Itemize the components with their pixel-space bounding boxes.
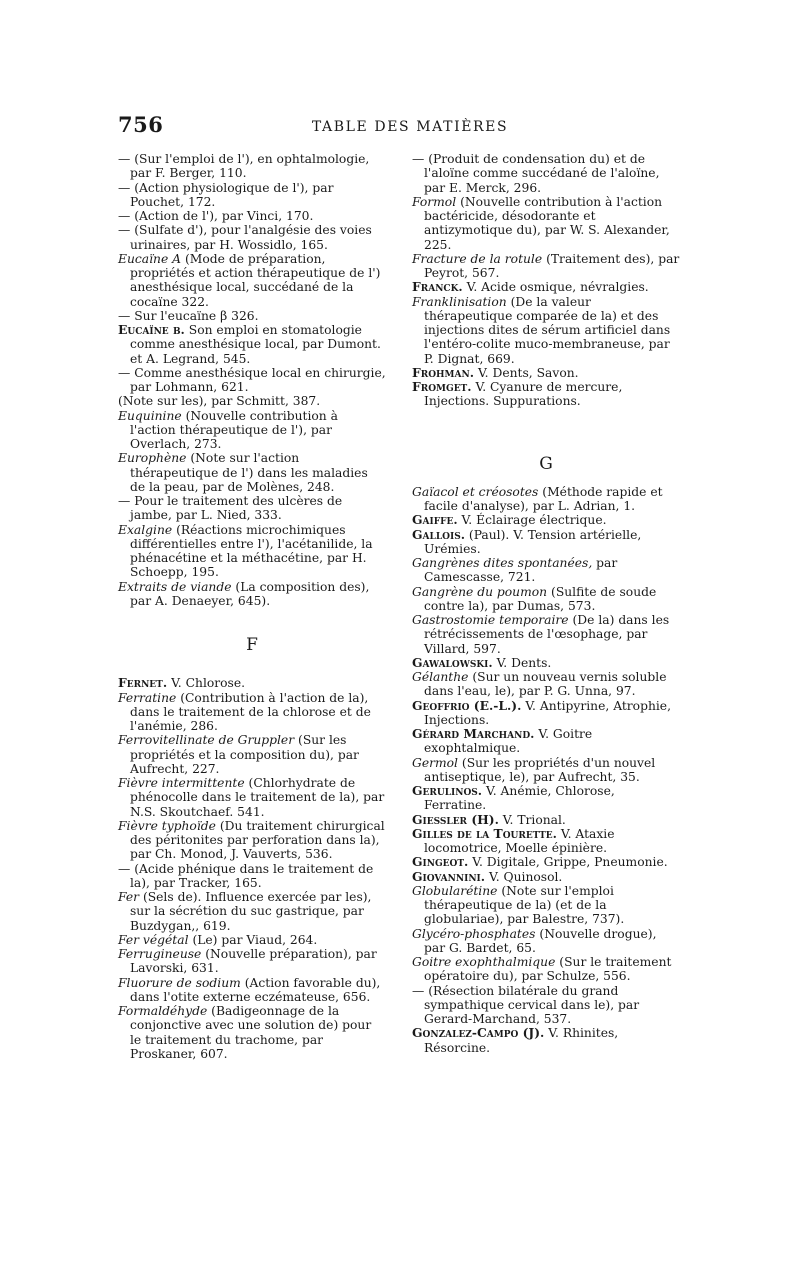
entry-heading: Gaiffe. bbox=[412, 512, 458, 528]
entry-text: (Sels de). Influence exercée par les), sur la sécrétion du suc gastrique, par Buzdygan,, 619. bbox=[130, 890, 372, 933]
index-entry bbox=[412, 884, 680, 927]
entry-text: V. Acide osmique, névralgies. bbox=[466, 280, 649, 295]
entry-text: (Réactions microchimiques différentielles entre l'), l'acétanilide, la phénacétine et la méthacétine, par H. Schoepp, 195. bbox=[130, 522, 373, 580]
index-entry bbox=[118, 676, 386, 690]
entry-heading: Fluorure de sodium bbox=[118, 975, 241, 990]
entry-text: V. Dents. bbox=[496, 655, 552, 670]
entry-heading: Giovannini. bbox=[412, 868, 486, 884]
index-entry bbox=[412, 699, 680, 728]
index-entry bbox=[412, 613, 680, 656]
index-entry bbox=[118, 976, 386, 1005]
entry-heading: Fer végétal bbox=[118, 932, 189, 947]
entry-text: (Note sur les), par Schmitt, 387. bbox=[118, 394, 321, 409]
entry-text: V. Trional. bbox=[502, 812, 566, 827]
entry-text: (Le) par Viaud, 264. bbox=[192, 932, 318, 947]
entry-text: Sur l'eucaïne β 326. bbox=[134, 308, 259, 323]
index-entry bbox=[118, 152, 386, 181]
index-entry bbox=[118, 223, 386, 252]
index-entry bbox=[412, 295, 680, 366]
index-entry bbox=[118, 733, 386, 776]
entry-heading: Gérard Marchand. bbox=[412, 726, 535, 741]
section-letter-g: G bbox=[539, 453, 553, 474]
entry-text: (De la) dans les rétrécissements de l'œsophage, par Villard, 597. bbox=[424, 613, 670, 656]
entry-heading: — bbox=[118, 152, 131, 166]
section-letter-f: F bbox=[246, 635, 258, 655]
entry-heading: Gawalowski. bbox=[412, 654, 493, 670]
entry-text: V. Anémie, Chlorose, Ferratine. bbox=[424, 784, 615, 813]
entry-text: V. Ataxie locomotrice, Moelle épinière. bbox=[424, 826, 615, 855]
index-entry bbox=[412, 585, 680, 614]
index-entry bbox=[412, 870, 680, 884]
entry-heading: Exalgine bbox=[118, 522, 173, 537]
entry-heading: — bbox=[118, 209, 131, 223]
entry-heading: Fièvre typhoïde bbox=[118, 818, 216, 833]
entry-text: (Paul). V. Tension artérielle, Urémies. bbox=[424, 527, 642, 556]
index-entry bbox=[412, 813, 680, 827]
right-column bbox=[412, 152, 680, 1055]
entry-text: (Chlorhydrate de phénocolle dans le traitement de la), par N.S. Skoutchaef. 541. bbox=[130, 776, 385, 819]
entry-text: (Nouvelle drogue), par G. Bardet, 65. bbox=[424, 926, 657, 955]
entry-heading: — bbox=[118, 180, 131, 195]
entry-heading: Fromget. bbox=[412, 379, 472, 394]
entry-text: V. Goitre exophtalmique. bbox=[424, 727, 593, 756]
entry-heading: Fer bbox=[118, 890, 140, 904]
index-entry bbox=[412, 195, 680, 252]
index-entry bbox=[118, 409, 386, 452]
index-entry bbox=[412, 784, 680, 813]
entry-heading: Giessler (H). bbox=[412, 811, 499, 827]
entry-heading: — bbox=[412, 983, 425, 998]
entry-text: V. Digitale, Grippe, Pneumonie. bbox=[472, 855, 668, 870]
entry-text: (Action physiologique de l'), par Pouchet, 172. bbox=[130, 180, 334, 209]
entry-list bbox=[118, 676, 386, 1061]
entry-heading: Europhène bbox=[118, 451, 187, 466]
entry-heading: Ferrovitellinate de Gruppler bbox=[118, 733, 295, 748]
entry-heading: Franklinisation bbox=[412, 294, 507, 309]
entry-text: (Action de l'), par Vinci, 170. bbox=[134, 209, 314, 223]
page-number: 756 bbox=[118, 112, 164, 137]
entry-heading: Gonzalez-Campo (J). bbox=[412, 1025, 545, 1041]
index-entry bbox=[118, 309, 386, 323]
entry-text: par Camescasse, 721. bbox=[424, 556, 618, 585]
entry-heading: Eucaïne A bbox=[118, 251, 182, 266]
entry-heading: — bbox=[118, 308, 131, 323]
entry-text: (Nouvelle contribution à l'action thérapeutique de l'), par Overlach, 273. bbox=[130, 408, 338, 451]
index-entry bbox=[118, 366, 386, 395]
entry-text: (Résection bilatérale du grand sympathique cervical dans le), par Gerard-Marchand, 537. bbox=[424, 983, 640, 1026]
index-entry bbox=[412, 656, 680, 670]
entry-text: (Badigeonnage de la conjonctive avec une solution de) pour le traitement du trachome, par Proskaner, 607. bbox=[130, 1004, 372, 1061]
entry-heading: Ferratine bbox=[118, 690, 177, 705]
entry-heading: Goitre exophthalmique bbox=[412, 955, 556, 969]
entry-heading: — bbox=[412, 152, 425, 166]
index-entry bbox=[118, 394, 386, 408]
entry-heading: — bbox=[118, 223, 131, 238]
entry-text: V. Antipyrine, Atrophie, Injections. bbox=[424, 698, 671, 727]
index-entry bbox=[118, 181, 386, 210]
index-entry bbox=[412, 366, 680, 380]
entry-heading: Fièvre intermittente bbox=[118, 776, 245, 790]
entry-heading: Extraits de viande bbox=[118, 579, 232, 594]
entry-heading: Geoffrio (E.-L.). bbox=[412, 697, 522, 713]
entry-text: (Nouvelle préparation), par Lavorski, 631. bbox=[130, 947, 377, 976]
entry-text: (Note sur l'emploi thérapeutique de la) (et de la globulariae), par Balestre, 737). bbox=[424, 883, 625, 927]
index-entry bbox=[118, 252, 386, 309]
entry-text: Pour le traitement des ulcères de jambe, par L. Nied, 333. bbox=[130, 494, 343, 523]
entry-text: (Du traitement chirurgical des péritonites par perforation dans la), par Ch. Monod, J. Vauverts, 536. bbox=[130, 818, 385, 862]
index-entry bbox=[412, 280, 680, 294]
index-entry bbox=[412, 955, 680, 984]
entry-text: V. Dents, Savon. bbox=[477, 365, 579, 380]
entry-text: (La composition des), par A. Denaeyer, 645). bbox=[130, 579, 370, 608]
entry-heading: Euquinine bbox=[118, 408, 182, 423]
index-entry bbox=[118, 819, 386, 862]
entry-heading: — bbox=[118, 365, 131, 380]
index-entry bbox=[412, 855, 680, 869]
entry-heading: Formol bbox=[412, 194, 457, 209]
entry-heading: Gilles de la Tourette. bbox=[412, 825, 557, 841]
index-entry bbox=[118, 862, 386, 891]
entry-heading: — bbox=[118, 494, 131, 508]
entry-text: (Sulfate d'), pour l'analgésie des voies urinaires, par H. Wossidlo, 165. bbox=[130, 223, 372, 252]
index-entry bbox=[412, 528, 680, 557]
entry-text: (Nouvelle contribution à l'action bactéricide, désodorante et antizymotique du), par W. S. Alexander, 225. bbox=[424, 194, 670, 252]
entry-heading: Eucaïne β. bbox=[118, 322, 185, 337]
entry-list bbox=[412, 485, 680, 1055]
entry-text: (Sulfite de soude contre la), par Dumas, 573. bbox=[424, 584, 657, 613]
entry-text: (Traitement des), par Peyrot, 567. bbox=[424, 251, 680, 280]
index-entry bbox=[412, 670, 680, 699]
entry-text: (Sur l'emploi de l'), en ophtalmologie, par F. Berger, 110. bbox=[130, 152, 370, 181]
entry-heading: Gélanthe bbox=[412, 670, 469, 684]
index-entry bbox=[412, 485, 680, 514]
index-entry bbox=[118, 580, 386, 609]
entry-text: (Contribution à l'action de la), dans le traitement de la chlorose et de l'anémie, 286. bbox=[130, 690, 371, 733]
index-entry bbox=[412, 727, 680, 756]
entry-heading: Gingeot. bbox=[412, 854, 469, 870]
index-entry bbox=[412, 756, 680, 785]
entry-list bbox=[412, 152, 680, 409]
entry-text: (Note sur l'action thérapeutique de l') dans les maladies de la peau, par de Molènes, 248. bbox=[130, 451, 368, 494]
entry-heading: Ferrugineuse bbox=[118, 947, 202, 961]
index-entry bbox=[412, 827, 680, 856]
entry-text: (De la valeur thérapeutique comparée de la) et des injections dites de sérum artificiel dans l'entéro-colite muco-membraneuse, par P. Dignat, 669. bbox=[424, 294, 671, 366]
entry-heading: Gaïacol et créosotes bbox=[412, 484, 539, 499]
index-entry bbox=[412, 927, 680, 956]
entry-heading: — bbox=[118, 861, 131, 876]
entry-heading: Fernet. bbox=[118, 675, 168, 691]
entry-text: V. Quinosol. bbox=[488, 869, 563, 884]
index-entry bbox=[118, 890, 386, 933]
running-head: TABLE DES MATIÈRES bbox=[311, 119, 509, 135]
entry-text: V. Cyanure de mercure, Injections. Suppurations. bbox=[424, 380, 623, 409]
entry-text: Son emploi en stomatologie comme anesthésique local, par Dumont. et A. Legrand, 545. bbox=[130, 323, 381, 366]
index-entry bbox=[412, 513, 680, 527]
index-entry bbox=[412, 152, 680, 195]
index-entry bbox=[118, 451, 386, 494]
entry-heading: Gallois. bbox=[412, 526, 465, 542]
index-entry bbox=[412, 252, 680, 281]
index-entry bbox=[118, 209, 386, 223]
index-entry bbox=[118, 523, 386, 580]
index-entry bbox=[118, 933, 386, 947]
index-entry bbox=[118, 494, 386, 523]
entry-heading: Gangrènes dites spontanées, bbox=[412, 556, 593, 570]
entry-heading: Gangrène du poumon bbox=[412, 584, 548, 599]
index-entry bbox=[412, 380, 680, 409]
entry-text: (Produit de condensation du) et de l'aloïne comme succédané de l'aloïne, par E. Merck, 296. bbox=[424, 152, 660, 195]
index-entry bbox=[412, 556, 680, 585]
entry-text: (Sur les propriétés d'un nouvel antiseptique, le), par Aufrecht, 35. bbox=[424, 755, 656, 784]
entry-heading: Gastrostomie temporaire bbox=[412, 613, 569, 627]
entry-text: (Sur le traitement opératoire du), par Schulze, 556. bbox=[424, 955, 672, 984]
index-entry bbox=[118, 1004, 386, 1061]
entry-heading: Formaldéhyde bbox=[118, 1004, 208, 1018]
entry-text: (Sur un nouveau vernis soluble dans l'eau, le), par P. G. Unna, 97. bbox=[424, 670, 667, 699]
entry-heading: Glycéro-phosphates bbox=[412, 926, 536, 941]
entry-text: V. Chlorose. bbox=[171, 676, 246, 691]
entry-heading: Gerulinos. bbox=[412, 783, 483, 798]
entry-text: Comme anesthésique local en chirurgie, par Lohmann, 621. bbox=[130, 365, 386, 394]
entry-heading: Globularétine bbox=[412, 883, 498, 898]
index-entry bbox=[412, 984, 680, 1027]
index-entry bbox=[412, 1026, 680, 1055]
entry-heading: Frohman. bbox=[412, 364, 475, 380]
index-entry bbox=[118, 947, 386, 976]
entry-text: (Action favorable du), dans l'otite externe eczémateuse, 656. bbox=[130, 975, 381, 1004]
entry-heading: Germol bbox=[412, 755, 458, 770]
index-entry bbox=[118, 691, 386, 734]
entry-text: (Acide phénique dans le traitement de la), par Tracker, 165. bbox=[130, 861, 374, 890]
entry-text: (Sur les propriétés et la composition du), par Aufrecht, 227. bbox=[130, 733, 359, 776]
entry-heading: Fracture de la rotule bbox=[412, 251, 543, 266]
entry-text: V. Éclairage électrique. bbox=[461, 513, 607, 528]
entry-list bbox=[118, 152, 386, 608]
left-column bbox=[118, 152, 386, 1061]
index-entry bbox=[118, 776, 386, 819]
entry-text: (Méthode rapide et facile d'analyse), par L. Adrian, 1. bbox=[424, 484, 663, 513]
entry-text: V. Rhinites, Résorcine. bbox=[424, 1026, 619, 1055]
entry-heading: Franck. bbox=[412, 279, 463, 295]
index-entry bbox=[118, 323, 386, 366]
entry-text: (Mode de préparation, propriétés et action thérapeutique de l') anesthésique local, succédané de la cocaïne 322. bbox=[130, 251, 381, 309]
